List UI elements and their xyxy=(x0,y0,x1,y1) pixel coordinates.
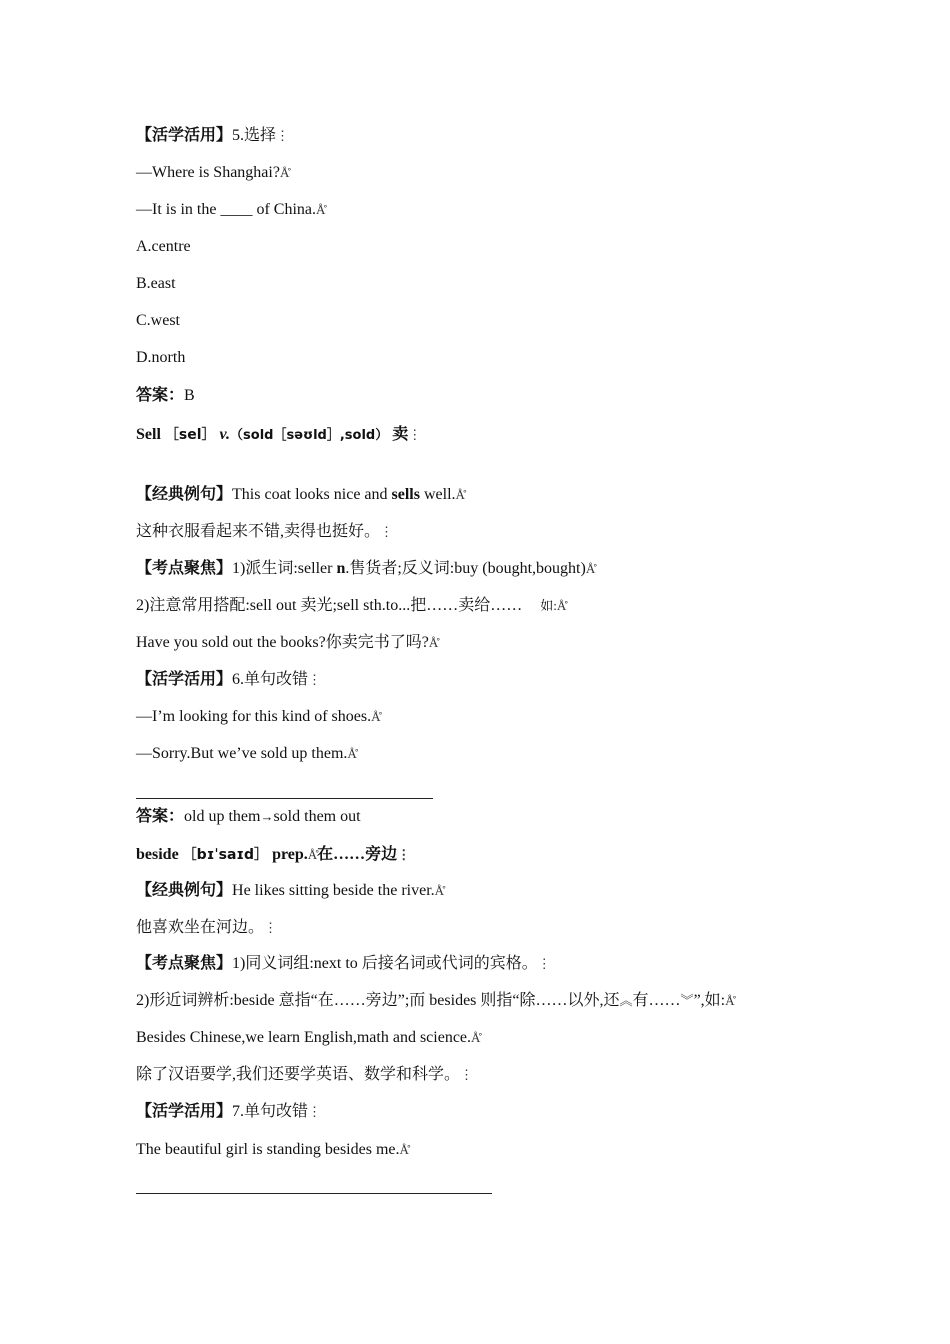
vocab-entry-sell xyxy=(136,425,421,446)
meaning: 卖 xyxy=(392,426,409,443)
example-sentence-line xyxy=(136,485,465,505)
focus-text-end: .售货者;反义词:buy (bought,bought) xyxy=(345,560,586,577)
section-tag: 【经典例句】 xyxy=(136,486,233,503)
question-text: —Where is Shanghai? xyxy=(136,164,280,181)
paragraph-mark: Å̊ xyxy=(434,883,445,898)
paragraph-mark: Å̊ xyxy=(428,635,439,650)
distinction-text-mid: 有…… xyxy=(632,992,681,1009)
section-tag: 【考点聚焦】 xyxy=(136,560,233,577)
collocation-example-line xyxy=(136,633,438,653)
paragraph-mark: Å̊ xyxy=(556,598,567,613)
section-tag: 【经典例句】 xyxy=(136,882,233,899)
exercise-6-heading xyxy=(136,670,321,690)
collocation-line xyxy=(136,596,566,616)
dialogue-text: —I’m looking for this kind of shoes. xyxy=(136,708,372,725)
translation-text: 这种衣服看起来不错,卖得也挺好。 xyxy=(136,523,381,540)
paragraph-mark: Å̊ xyxy=(347,746,357,761)
example-text: Have you sold out the books?你卖完书了吗? xyxy=(136,634,429,651)
option-d: D.north xyxy=(136,349,186,366)
question-text: The beautiful girl is standing besides me. xyxy=(136,1141,400,1158)
section-tag: 【活学活用】 xyxy=(136,1103,233,1120)
exercise-7-heading xyxy=(136,1102,321,1122)
translation-text: 他喜欢坐在河边。 xyxy=(136,919,265,936)
answer-correction: sold them out xyxy=(273,808,361,825)
example-prefix: 如: xyxy=(540,598,557,613)
translation-text: 除了汉语要学,我们还要学英语、数学和科学。 xyxy=(136,1066,461,1083)
exercise-title: 5.选择 xyxy=(232,127,277,144)
paragraph-mark: Å̊ xyxy=(279,165,290,180)
example-sentence-line xyxy=(136,881,444,901)
section-tag: 【活学活用】 xyxy=(136,671,233,688)
paragraph-mark: Å̊ xyxy=(307,847,318,862)
paragraph-mark: ⋮ xyxy=(408,427,422,442)
answer-line xyxy=(136,386,195,406)
paragraph-mark: ⋮ xyxy=(264,920,278,935)
phonetic: ［bɪˈsaɪd］ xyxy=(182,847,269,863)
answer-tag: 答案： xyxy=(136,387,185,404)
answer-text: old up them xyxy=(184,808,261,825)
distinction-text: 2)形近词辨析:beside 意指“在……旁边”;而 besides 则指“除……以外,还 xyxy=(136,992,620,1009)
focus-point-line xyxy=(136,954,551,974)
paragraph-mark: ⋮ xyxy=(397,847,411,862)
part-of-speech: v. xyxy=(219,426,231,443)
translation-line xyxy=(136,522,393,542)
paragraph-mark: Å̊ xyxy=(399,1142,409,1157)
option-c: C.west xyxy=(136,312,180,329)
option-a: A.centre xyxy=(136,238,191,255)
verb-forms: （sold［səʊld］,sold） xyxy=(230,428,389,443)
translation-line xyxy=(136,918,277,938)
dialogue-text: —Sorry.But we’ve sold up them. xyxy=(136,745,348,762)
question-line xyxy=(136,1140,409,1160)
paragraph-mark: ⋮ xyxy=(537,956,551,971)
headword: Sell xyxy=(136,426,161,443)
paragraph-mark: ⋮ xyxy=(308,672,322,687)
paragraph-mark: ⋮ xyxy=(308,1104,322,1119)
paragraph-mark: Å̊ xyxy=(471,1030,481,1045)
part-of-speech: prep. xyxy=(272,846,308,863)
section-tag: 【活学活用】 xyxy=(136,127,233,144)
answer-blank-line xyxy=(136,1193,492,1194)
paragraph-mark: Å̊ xyxy=(585,561,596,576)
bracket-mark: ︽ xyxy=(619,993,633,1008)
vocab-entry-beside xyxy=(136,845,410,865)
distinction-text-end: ”,如: xyxy=(693,992,726,1009)
paragraph-mark: ⋮ xyxy=(276,128,290,143)
answer-prompt-line xyxy=(136,200,325,220)
highlight-word: sells xyxy=(391,486,420,503)
question-text: —It is in the ____ of China. xyxy=(136,201,316,218)
answer-text: B xyxy=(184,387,195,404)
example-text-end: well. xyxy=(419,486,456,503)
exercise-title: 7.单句改错 xyxy=(232,1103,309,1120)
example-sentence-line xyxy=(136,1028,480,1048)
noun-label: n xyxy=(336,560,346,577)
paragraph-mark: ⋮ xyxy=(380,524,394,539)
option-b: B.east xyxy=(136,275,176,292)
focus-text: 1)派生词:seller xyxy=(232,560,337,577)
paragraph-mark: ⋮ xyxy=(460,1067,474,1082)
paragraph-mark: Å̊ xyxy=(455,487,465,502)
answer-blank-line xyxy=(136,798,433,799)
meaning: 在……旁边 xyxy=(317,846,398,863)
dialogue-line xyxy=(136,707,380,727)
translation-line xyxy=(136,1065,473,1085)
arrow-icon: → xyxy=(260,809,274,824)
collocation-text: 2)注意常用搭配:sell out 卖光;sell sth.to...把……卖给…… xyxy=(136,597,523,614)
exercise-5-heading xyxy=(136,126,289,146)
example-text: Besides Chinese,we learn English,math and science. xyxy=(136,1029,472,1046)
paragraph-mark: Å̊ xyxy=(725,993,735,1008)
paragraph-mark: Å̊ xyxy=(371,709,381,724)
answer-line xyxy=(136,807,361,827)
word-distinction-line xyxy=(136,991,735,1011)
example-text: This coat looks nice and xyxy=(232,486,392,503)
answer-tag: 答案： xyxy=(136,808,185,825)
paragraph-mark: Å̊ xyxy=(315,202,326,217)
bracket-mark: ︾ xyxy=(680,993,694,1008)
question-line xyxy=(136,163,289,183)
exercise-title: 6.单句改错 xyxy=(232,671,309,688)
dialogue-line xyxy=(136,744,357,764)
focus-text: 1)同义词组:next to 后接名词或代词的宾格。 xyxy=(232,955,538,972)
phonetic: ［sel］ xyxy=(164,427,216,443)
focus-point-line xyxy=(136,559,595,579)
section-tag: 【考点聚焦】 xyxy=(136,955,233,972)
headword: beside xyxy=(136,846,179,863)
example-text: He likes sitting beside the river. xyxy=(232,882,435,899)
